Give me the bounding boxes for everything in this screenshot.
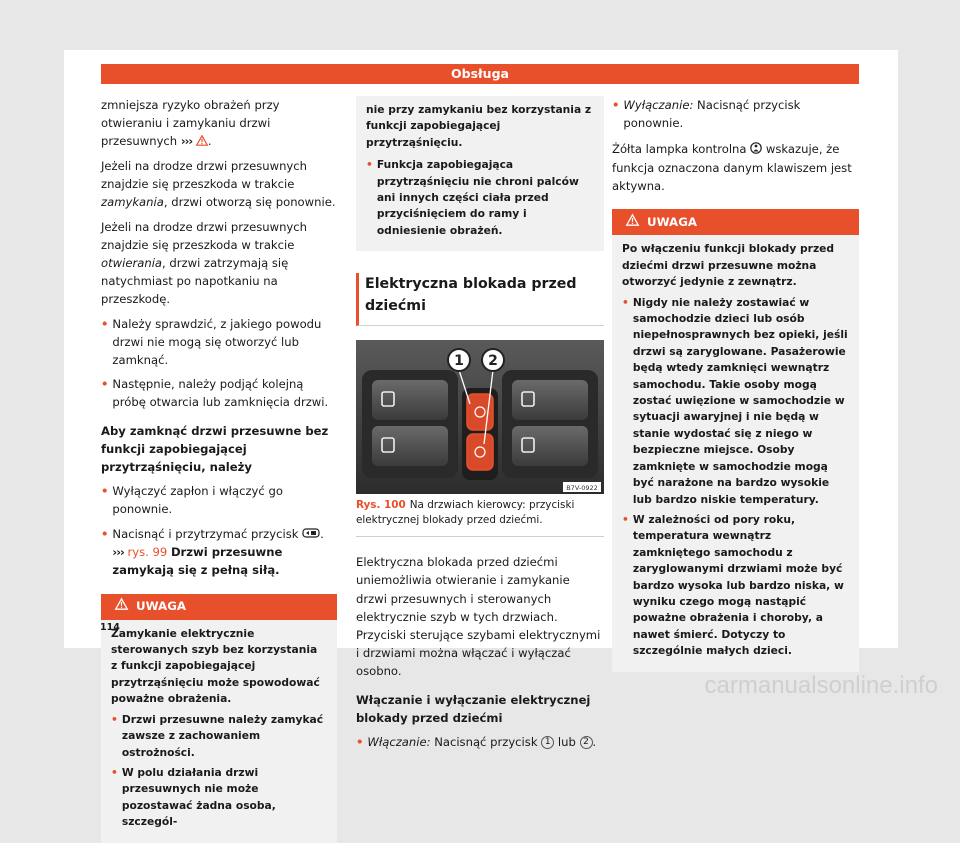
figure-window-buttons [356, 340, 604, 494]
button-number-badge: 1 [541, 736, 554, 749]
warning-triangle-icon [115, 598, 128, 614]
warning-header: UWAGA [101, 594, 337, 620]
list-item: • Należy sprawdzić, z jakiego powodu drzwi nie mogą się otworzyć lub zamknąć. [101, 315, 337, 370]
figure-caption: Rys. 100 Na drzwiach kierowcy: przyciski elektrycznej blokady przed dziećmi. [356, 498, 604, 537]
sliding-door-button-icon [302, 525, 320, 543]
warning-body: Po włączeniu funkcji blokady przed dziećmi drzwi przesuwne można otworzyć jedynie z zewnątrz. • Nigdy nie należy zostawiać w samochodzie dzieci lub osób niepełnosprawnych bez opieki, jeśli drzwi są zaryglowane. Pasażerowie będą wtedy zamknięci wewnątrz samochodu. Takie osoby mogą zostać uwięzione w samochodzie w sytuacji awaryjnej i nie będą w stanie wydostać się z niego w bezpieczne miejsce. Osoby zamknięte w samochodzie mogą być narażone na bardzo wysokie lub bardzo niskie temperatury. • W zależności od pory roku, temperatura wewnątrz zamkniętego samochodu z zaryglowanymi drzwiami może być bardzo wysoka lub bardzo niska, w wyniku czego mogą nastąpić poważne obrażenia i choroby, a nawet śmierć. Dotyczy to szczególnie małych dzieci. [612, 235, 859, 671]
list-item: • Następnie, należy podjąć kolejną próbę otwarcia lub zamknięcia drzwi. [101, 375, 337, 411]
warning-box [101, 594, 337, 843]
warning-box-continued: nie przy zamykaniu bez korzystania z funkcji zapobiegającej przytrząśnięciu. • Funkcja zapobiegająca przytrząśnięciu nie chroni palców ani innych części ciała przed przyciśnięciem do ramy i odniesienie obrażeń. [356, 96, 604, 251]
figure-link[interactable]: rys. 99 [127, 545, 168, 560]
list-item: • Wyłączanie: Nacisnąć przycisk ponownie. [612, 96, 859, 132]
subheading: Włączanie i wyłączanie elektrycznej blokady przed dziećmi [356, 692, 591, 725]
door-panel-illustration [356, 340, 604, 494]
bullet-dot: • [101, 484, 109, 499]
warning-header: UWAGA [612, 209, 859, 235]
figure-callout-1: 1 [454, 353, 464, 370]
bullet-dot: • [622, 295, 629, 309]
button-number-badge: 2 [580, 736, 593, 749]
list-item: • Włączanie: Nacisnąć przycisk 1 lub 2 . [356, 733, 604, 751]
bullet-dot: • [101, 316, 109, 331]
paragraph: Elektryczna blokada przed dziećmi uniemożliwia otwieranie i zamykanie drzwi przesuwnych i sterowanych elektrycznie szyb w tych drzwiach. Przyciski sterujące szybami elektrycznymi i drzwiami można włączać i wyłączać osobno. [356, 555, 601, 679]
bullet-dot: • [622, 512, 629, 526]
warning-triangle-icon [196, 133, 208, 151]
bullet-dot: • [111, 712, 118, 726]
list-item: • W polu działania drzwi przesuwnych nie może pozostawać żadna osoba, szczegól- [111, 765, 327, 831]
column-3 [612, 96, 859, 672]
warning-box [612, 209, 859, 671]
bullet-dot: • [612, 98, 620, 112]
paragraph: Żółta lampka kontrolna wskazuje, że funkcja oznaczona danym klawiszem jest aktywna. [612, 142, 852, 194]
list-item: • Nigdy nie należy zostawiać w samochodzie dzieci lub osób niepełnosprawnych bez opieki, jeśli drzwi są zaryglowane. Pasażerowie będą wtedy zamknięci wewnątrz samochodu. Takie osoby mogą zostać uwięzione w samochodzie w sytuacji awaryjnej i nie będą w stanie wydostać się z niego w bezpieczne miejsce. Osoby zamknięte w samochodzie mogą być narażone na bardzo wysokie lub bardzo niskie temperatury. [622, 295, 849, 508]
warning-triangle-icon [626, 214, 639, 230]
warning-body: Zamykanie elektrycznie sterowanych szyb bez korzystania z funkcji zapobiegającej przytrząśnięciu może spowodować poważne obrażenia. • Drzwi przesuwne należy zamykać zawsze z zachowaniem ostrożności. • W polu działania drzwi przesuwnych nie może pozostawać żadna osoba, szczegól- [101, 620, 337, 843]
column-2 [356, 96, 604, 757]
subheading: Aby zamknąć drzwi przesuwne bez funkcji zapobiegającej przytrząśnięciu, należy [101, 423, 329, 475]
bullet-dot: • [356, 735, 364, 750]
section-title: Elektryczna blokada przed dziećmi [356, 273, 604, 326]
reference-arrows: ››› [180, 134, 193, 149]
bullet-dot: • [101, 526, 109, 541]
paragraph: zmniejsza ryzyko obrażeń przy otwieraniu i zamykaniu drzwi przesuwnych ››› . [101, 96, 337, 151]
page-number: 114 [100, 622, 120, 633]
reference-arrows: ››› [112, 545, 124, 560]
list-item: • Drzwi przesuwne należy zamykać zawsze z zachowaniem ostrożności. [111, 712, 327, 761]
bullet-dot: • [101, 377, 109, 392]
child-lock-indicator-icon [750, 141, 762, 159]
figure-callout-2: 2 [488, 353, 498, 370]
list-item: • Nacisnąć i przytrzymać przycisk . ››› rys. 99 Drzwi przesuwne zamykają się z pełną siłą. [101, 525, 337, 580]
list-item: • W zależności od pory roku, temperatura wewnątrz zamkniętego samochodu z zaryglowanymi drzwiami może być bardzo wysoka lub bardzo niska, w wyniku czego mogą nastąpić poważne obrażenia i choroby, a nawet śmierć. Dotyczy to szczególnie małych dzieci. [622, 512, 849, 660]
paragraph: Jeżeli na drodze drzwi przesuwnych znajdzie się przeszkoda w trakcie otwierania, drzwi zatrzymają się natychmiast po napotkaniu na przeszkodę. [101, 219, 308, 307]
figure-code: B7V-0922 [566, 484, 598, 493]
column-1 [101, 96, 337, 843]
bullet-dot: • [111, 765, 118, 779]
bullet-dot: • [366, 158, 373, 172]
paragraph: Jeżeli na drodze drzwi przesuwnych znajdzie się przeszkoda w trakcie zamykania, drzwi otworzą się ponownie. [101, 159, 336, 210]
list-item: • Wyłączyć zapłon i włączyć go ponownie. [101, 482, 337, 518]
watermark: carmanualsonline.info [704, 672, 938, 699]
list-item: • Funkcja zapobiegająca przytrząśnięciu nie chroni palców ani innych części ciała przed przyciśnięciem do ramy i odniesienie obrażeń. [366, 157, 594, 239]
page-header: Obsługa [101, 64, 859, 84]
